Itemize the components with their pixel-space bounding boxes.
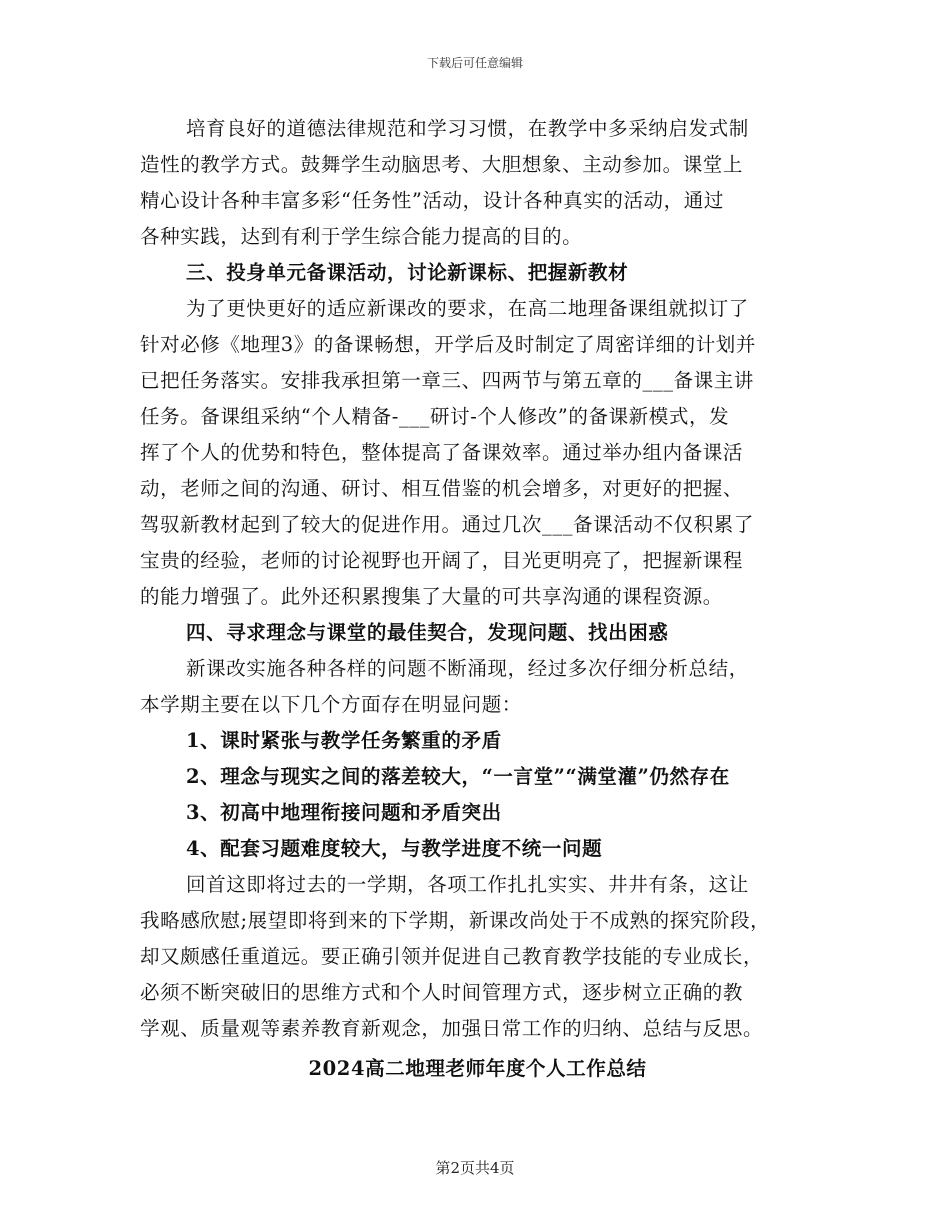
paragraph-line: 驾驭新教材起到了较大的促进作用。通过几次___备课活动不仅积累了 [140, 513, 754, 536]
section-heading-line: 三、投身单元备课活动，讨论新课标、把握新教材 [186, 261, 629, 284]
paragraph-line: 宝贵的经验，老师的讨论视野也开阔了，目光更明亮了，把握新课程 [140, 549, 744, 572]
section-heading-line: 四、寻求理念与课堂的最佳契合，发现问题、找出困惑 [186, 621, 669, 644]
paragraph-line: 针对必修《地理3》的备课畅想，开学后及时制定了周密详细的计划并 [140, 333, 757, 356]
section-heading-line: 4、配套习题难度较大，与教学进度不统一问题 [186, 837, 603, 860]
paragraph-line: 挥了个人的优势和特色，整体提高了备课效率。通过举办组内备课活 [140, 441, 744, 464]
paragraph-line: 新课改实施各种各样的问题不断涌现，经过多次仔细分析总结， [186, 657, 749, 680]
section-heading-line: 1、课时紧张与教学任务繁重的矛盾 [186, 729, 502, 752]
page-header: 下载后可任意编辑 [426, 56, 523, 70]
page-number: 第2页共4页 [435, 1159, 515, 1177]
paragraph-line: 培育良好的道德法律规范和学习习惯，在教学中多采纳启发式制 [186, 117, 749, 140]
paragraph-line: 必须不断突破旧的思维方式和个人时间管理方式，逐步树立正确的教 [140, 981, 744, 1004]
section-heading-line: 3、初高中地理衔接问题和矛盾突出 [186, 801, 502, 824]
paragraph-line: 为了更快更好的适应新课改的要求，在高二地理备课组就拟订了 [186, 297, 749, 320]
section-heading-line: 2、理念与现实之间的落差较大，“一言堂”“满堂灌”仍然存在 [186, 765, 730, 788]
paragraph-line: 的能力增强了。此外还积累搜集了大量的可共享沟通的课程资源。 [140, 585, 723, 608]
paragraph-line: 我略感欣慰;展望即将到来的下学期，新课改尚处于不成熟的探究阶段， [140, 909, 771, 932]
document-body [140, 111, 815, 1087]
paragraph-line: 学观、质量观等素养教育新观念，加强日常工作的归纳、总结与反思。 [140, 1017, 764, 1040]
paragraph-line: 却又颇感任重道远。要正确引领并促进自己教育教学技能的专业成长， [140, 945, 764, 968]
paragraph-line: 本学期主要在以下几个方面存在明显问题： [140, 693, 522, 716]
paragraph-line: 任务。备课组采纳“个人精备-___研讨-个人修改”的备课新模式，发 [140, 405, 730, 428]
paragraph-line: 已把任务落实。安排我承担第一章三、四两节与第五章的___备课主讲 [140, 369, 754, 392]
document-title: 2024高二地理老师年度个人工作总结 [308, 1057, 647, 1080]
paragraph-line: 精心设计各种丰富多彩“任务性”活动，设计各种真实的活动，通过 [140, 189, 724, 212]
paragraph-line: 各种实践，达到有利于学生综合能力提高的目的。 [140, 225, 583, 248]
paragraph-line: 动，老师之间的沟通、研讨、相互借鉴的机会增多，对更好的把握、 [140, 477, 744, 500]
paragraph-line: 造性的教学方式。鼓舞学生动脑思考、大胆想象、主动参加。课堂上 [140, 153, 744, 176]
paragraph-line: 回首这即将过去的一学期，各项工作扎扎实实、井井有条，这让 [186, 873, 749, 896]
